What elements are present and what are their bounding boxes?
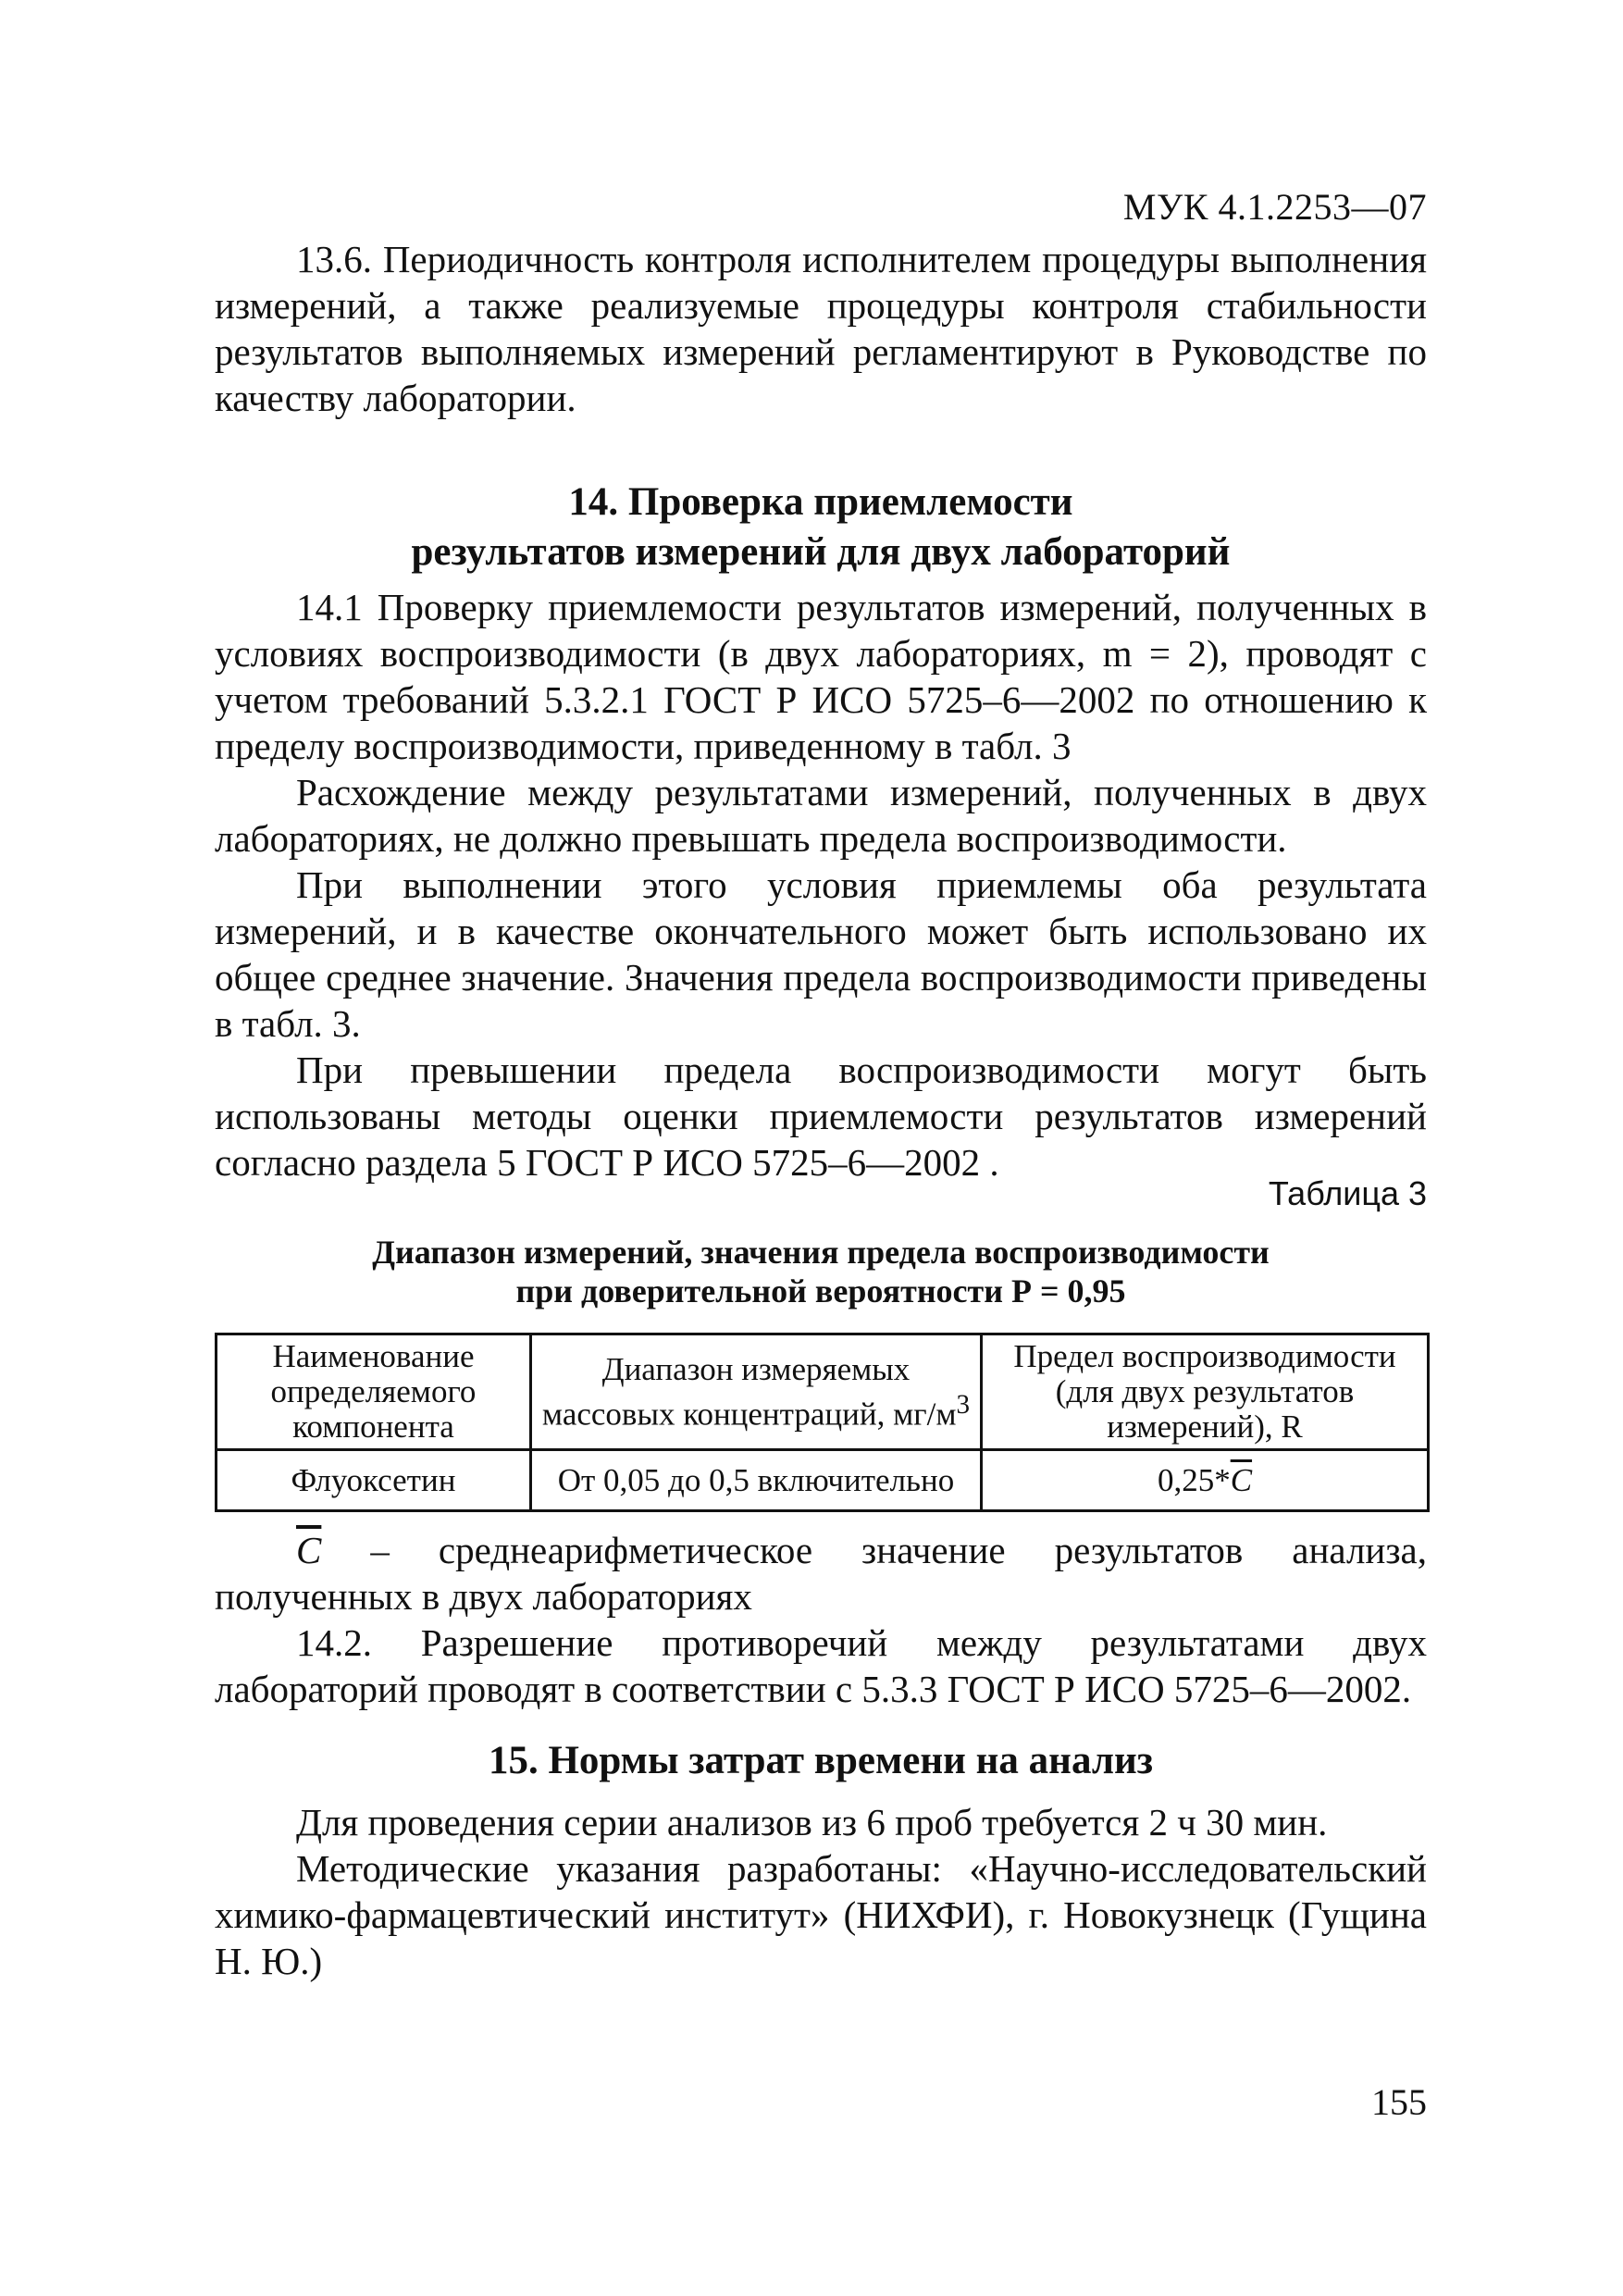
header-component: Наименование определяемого компонента <box>217 1334 531 1450</box>
table-row <box>217 1450 1429 1511</box>
paragraph-15-time: Для проведения серии анализов из 6 проб требуется 2 ч 30 мин. <box>296 1801 1328 1843</box>
section-14-heading <box>215 478 1427 577</box>
paragraph-14-2: 14.2. Разрешение противоречий между результатами двух лабораторий проводят в соответствии с 5.3.3 ГОСТ Р ИСО 5725–6—2002. <box>215 1621 1427 1710</box>
cell-component: Флуоксетин <box>217 1450 531 1511</box>
header-limit: Предел воспроизводимости (для двух результатов измерений), R <box>982 1334 1429 1450</box>
cell-range: От 0,05 до 0,5 включительно <box>531 1450 982 1511</box>
reproducibility-table <box>215 1333 1430 1512</box>
section-14-title-line1: 14. Проверка приемлемости <box>568 480 1073 524</box>
section-14-body <box>215 584 1427 1185</box>
paragraph-13-6: 13.6. Периодичность контроля исполнителем процедуры выполнения измерений, а также реализуемые процедуры контроля стабильности результатов выполняемых измерений регламентируют в Руководстве по качеству лаборатории. <box>215 238 1427 419</box>
section-14-title-line2: результатов измерений для двух лабораторий <box>411 530 1231 574</box>
paragraph-14-1: 14.1 Проверку приемлемости результатов измерений, полученных в условиях воспроизводимости (в двух лабораториях, m = 2), проводят с учетом требований 5.3.2.1 ГОСТ Р ИСО 5725–6—2002 по отношению к пределу воспроизводимости, приведенному в табл. 3 <box>215 586 1427 767</box>
document-code: МУК 4.1.2253—07 <box>1122 186 1427 228</box>
header-range-text: Диапазон измеряемых массовых концентраций, мг/м <box>541 1350 957 1433</box>
section-15 <box>215 1736 1427 1984</box>
mean-note-text: – среднеарифметическое значение результатов анализа, полученных в двух лабораториях <box>215 1529 1427 1618</box>
paragraph-14-1-divergence: Расхождение между результатами измерений, полученных в двух лабораториях, не должно превышать предела воспроизводимости. <box>215 771 1427 860</box>
limit-prefix: 0,25* <box>1157 1461 1231 1498</box>
table-caption-line2: при доверительной вероятности Р = 0,95 <box>515 1272 1126 1309</box>
mean-note <box>215 1527 1427 1620</box>
cell-limit <box>982 1450 1429 1511</box>
header-range-superscript: 3 <box>956 1389 971 1420</box>
header-range <box>531 1334 982 1450</box>
after-table-block <box>215 1527 1427 1712</box>
table-header-row <box>217 1334 1429 1450</box>
section-15-title: 15. Нормы затрат времени на анализ <box>488 1739 1154 1782</box>
paragraph-14-1-acceptance: При выполнении этого условия приемлемы оба результата измерений, и в качестве окончательного может быть использовано их общее среднее значение. Значения предела воспроизводимости приведены в табл. 3. <box>215 863 1427 1045</box>
paragraph-13-6-block <box>215 236 1427 421</box>
paragraph-15-developers: Методические указания разработаны: «Научно-исследовательский химико-фармацевтический институт» (НИХФИ), г. Новокузнецк (Гущина Н. Ю.) <box>215 1847 1427 1982</box>
table-3-block <box>215 1173 1427 1512</box>
page-number: 155 <box>1371 2081 1427 2123</box>
table-label: Таблица 3 <box>1268 1174 1427 1212</box>
mean-note-symbol: $\overline{C}$ <box>296 1529 322 1571</box>
mean-symbol: $\overline{C}$ <box>1230 1461 1253 1498</box>
paragraph-14-1-exceeding: При превышении предела воспроизводимости могут быть использованы методы оценки приемлемости результатов измерений согласно раздела 5 ГОСТ Р ИСО 5725–6—2002 . <box>215 1049 1427 1184</box>
table-caption-line1: Диапазон измерений, значения предела воспроизводимости <box>372 1234 1270 1271</box>
